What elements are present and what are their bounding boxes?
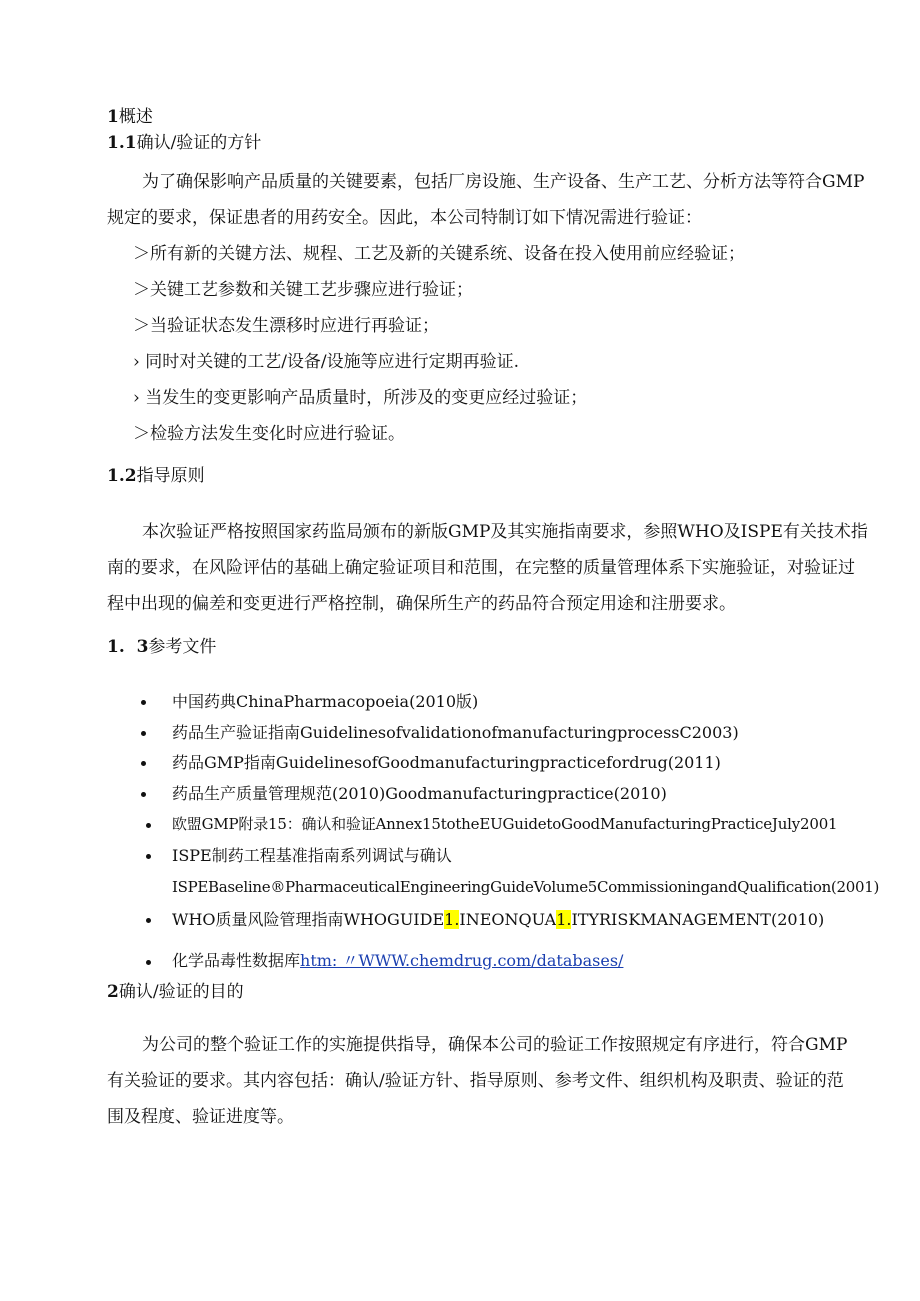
reference-item: ISPE制药工程基准指南系列调试与确认 <box>172 846 452 865</box>
condition-item: ＞关键工艺参数和关键工艺步骤应进行验证； <box>133 280 473 300</box>
bullet-icon <box>146 960 151 965</box>
condition-item: ＞当验证状态发生漂移时应进行再验证； <box>133 316 439 336</box>
bullet-icon <box>146 823 151 828</box>
bullet-icon <box>141 761 146 766</box>
reference-item: 欧盟GMP附录15：确认和验证Annex15totheEUGuidetoGoodManufacturingPracticeJuly2001 <box>172 815 838 833</box>
bullet-icon <box>146 918 151 923</box>
section-1-heading: 1概述 <box>107 107 153 127</box>
paragraph-1-1-line: 为了确保影响产品质量的关键要素，包括厂房设施、生产设备、生产工艺、分析方法等符合GMP <box>142 172 865 192</box>
paragraph-2-line: 为公司的整个验证工作的实施提供指导，确保本公司的验证工作按照规定有序进行，符合GMP <box>142 1035 848 1055</box>
bullet-icon <box>141 731 146 736</box>
section-2-heading: 2确认/验证的目的 <box>107 982 244 1002</box>
condition-item: ＞检验方法发生变化时应进行验证。 <box>133 424 405 444</box>
section-1-3-heading: 1. 3参考文件 <box>107 637 217 657</box>
reference-item: 药品生产质量管理规范(2010)Goodmanufacturingpractice(2010) <box>172 784 667 803</box>
bullet-icon <box>146 854 151 859</box>
paragraph-2-line: 有关验证的要求。其内容包括：确认/验证方针、指导原则、参考文件、组织机构及职责、验证的范 <box>107 1071 844 1091</box>
paragraph-1-2-line: 程中出现的偏差和变更进行严格控制，确保所生产的药品符合预定用途和注册要求。 <box>107 594 736 614</box>
reference-item-who: WHO质量风险管理指南WHOGUIDE1.INEONQUA1.ITYRISKMANAGEMENT(2010) <box>172 910 825 929</box>
paragraph-1-2-line: 本次验证严格按照国家药监局颁布的新版GMP及其实施指南要求，参照WHO及ISPE有关技术指 <box>142 522 868 542</box>
section-1-2-heading: 1.2指导原则 <box>107 466 205 486</box>
condition-item: › 同时对关键的工艺/设备/设施等应进行定期再验证. <box>133 352 520 372</box>
database-link[interactable]: htm: 〃WWW.chemdrug.com/databases/ <box>300 951 624 970</box>
bullet-icon <box>141 792 146 797</box>
condition-item: ＞所有新的关键方法、规程、工艺及新的关键系统、设备在投入使用前应经验证； <box>133 244 745 264</box>
reference-item: 药品生产验证指南GuidelinesofvalidationofmanufacturingprocessC2003) <box>172 723 739 742</box>
section-1-1-heading: 1.1确认/验证的方针 <box>107 133 262 153</box>
paragraph-1-2-line: 南的要求，在风险评估的基础上确定验证项目和范围，在完整的质量管理体系下实施验证，对验证过 <box>107 558 855 578</box>
reference-item-database: 化学品毒性数据库htm: 〃WWW.chemdrug.com/databases/ <box>172 951 624 970</box>
highlight-mark: 1. <box>556 910 572 929</box>
paragraph-2-line: 围及程度、验证进度等。 <box>107 1107 294 1127</box>
bullet-icon <box>141 700 146 705</box>
paragraph-1-1-line: 规定的要求，保证患者的用药安全。因此，本公司特制订如下情况需进行验证： <box>107 208 702 228</box>
condition-item: › 当发生的变更影响产品质量时，所涉及的变更应经过验证； <box>133 388 588 408</box>
reference-item: 药品GMP指南GuidelinesofGoodmanufacturingpracticefordrug(2011) <box>172 753 721 772</box>
reference-item-continued: ISPEBaseline®PharmaceuticalEngineeringGuideVolume5CommissioningandQualification(2001) <box>172 878 880 896</box>
highlight-mark: 1. <box>444 910 460 929</box>
reference-item: 中国药典ChinaPharmacopoeia(2010版) <box>172 692 479 711</box>
